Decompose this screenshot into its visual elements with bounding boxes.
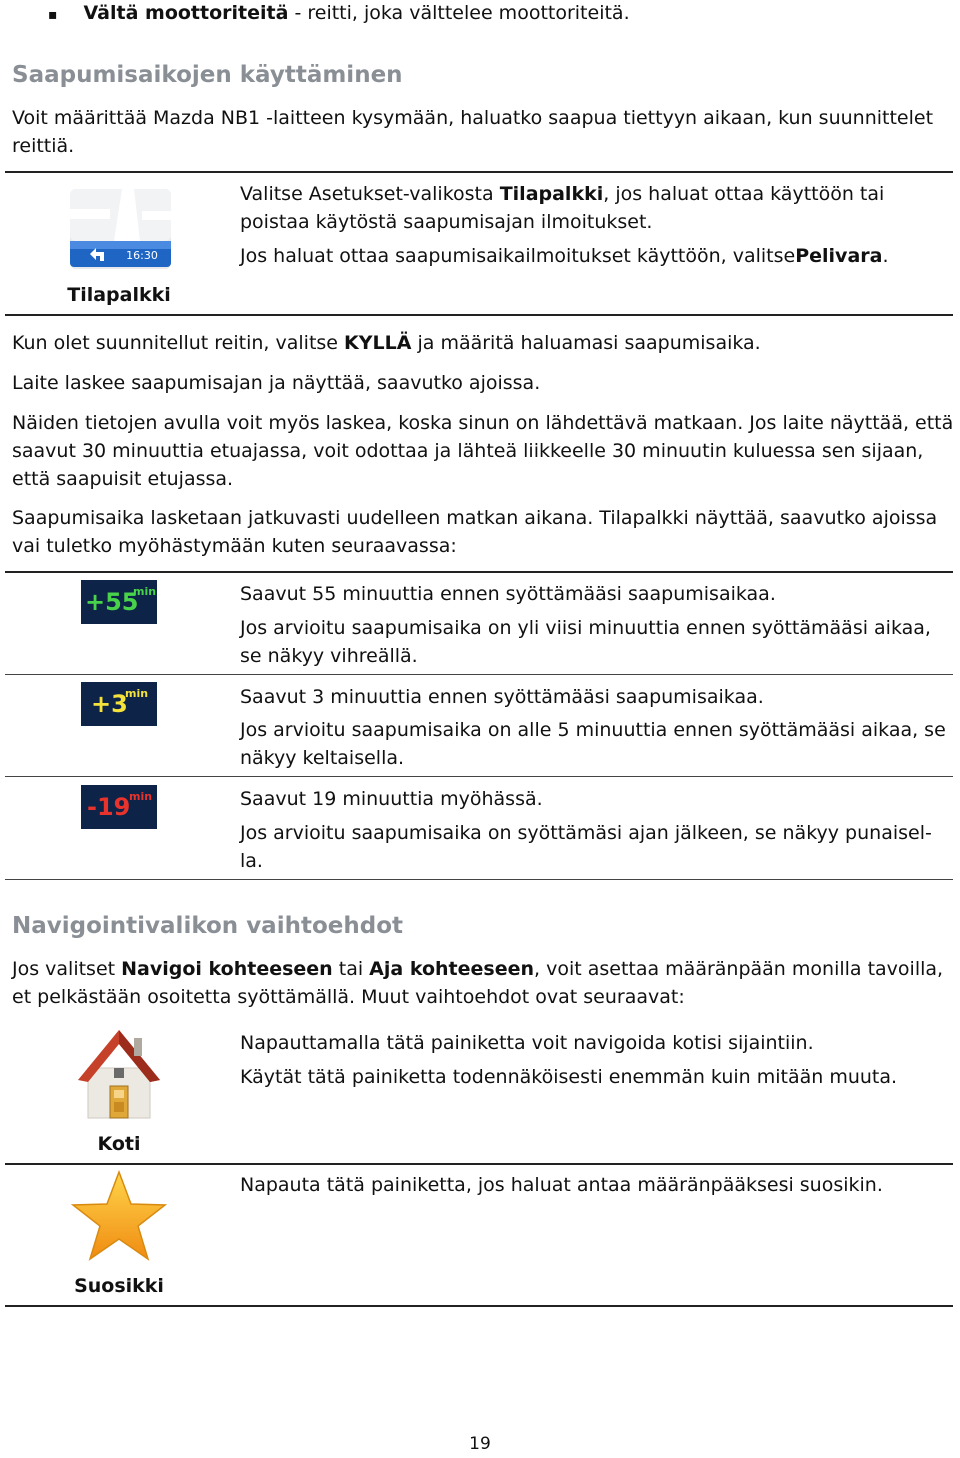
- badge-unit: min: [125, 687, 149, 700]
- row-line-2: Jos arvioitu saapumisaika on yli viisi minuuttia ennen syöttämääsi aikaa, se näkyy vihreällä.: [240, 617, 931, 667]
- badge-value: -19: [87, 793, 131, 821]
- arrival-badge-slightly-early: [81, 682, 157, 726]
- section-heading-navigation-menu: Navigointivalikon vaihtoehdot: [12, 913, 403, 939]
- home-line-2: Käytät tätä painiketta todennäköisesti enemmän kuin mitään muuta.: [240, 1066, 898, 1088]
- row-line-2: Jos arvioitu saapumisaika on alle 5 minuuttia ennen syöttämääsi aikaa, se näkyy keltaisella.: [240, 719, 946, 769]
- para-text: ja määritä haluamasi saapumisaika.: [411, 332, 761, 354]
- section2-intro: [12, 955, 957, 1011]
- home-icon: [76, 1028, 162, 1120]
- divider: [5, 879, 953, 880]
- paragraph-device-calculates: Laite laskee saapumisajan ja näyttää, saavutko ajoissa.: [12, 372, 541, 394]
- badge-unit: min: [129, 790, 153, 803]
- intro-text: , voit asettaa määränpään monilla tavoilla, et pelkästään osoitetta syöttämällä. Muut vaihtoehdot ovat seuraavat:: [12, 958, 944, 1008]
- arrival-badge-late: [81, 785, 157, 829]
- row-line-1: Saavut 3 minuuttia ennen syöttämääsi saapumisaikaa.: [240, 686, 764, 708]
- desc-text: .: [882, 245, 889, 267]
- divider: [5, 1163, 953, 1165]
- bullet-text: - reitti, joka välttelee moottoriteitä.: [288, 2, 630, 24]
- bullet-marker: ▪: [48, 7, 58, 23]
- badge-unit: min: [133, 585, 157, 598]
- para-text: Kun olet suunnitellut reitin, valitse: [12, 332, 345, 354]
- bullet-bold: Vältä moottoriteitä: [83, 2, 289, 24]
- section-heading-arrival-times: Saapumisaikojen käyttäminen: [12, 62, 403, 88]
- desc-text: , jos haluat ottaa käyttöön tai poistaa käytöstä saapumisajan ilmoitukset.: [240, 183, 885, 233]
- icon-caption-favorite: Suosikki: [74, 1275, 164, 1297]
- page-number: 19: [469, 1434, 491, 1454]
- status-bar-desc-2: [240, 242, 952, 270]
- status-bar-time: 16:30: [126, 249, 158, 262]
- paragraph-recalculated: Saapumisaika lasketaan jatkuvasti uudelleen matkan aikana. Tilapalkki näyttää, saavutko ajoissa vai tuletko myöhästymään kuten seuraavassa:: [12, 507, 938, 557]
- intro-text: tai: [332, 958, 370, 980]
- row-line-1: Saavut 19 minuuttia myöhässä.: [240, 788, 543, 810]
- badge-value: +55: [85, 588, 139, 616]
- divider: [5, 171, 953, 173]
- arrival-badge-early: [81, 580, 157, 624]
- status-bar-icon: [70, 189, 171, 269]
- home-line-1: Napauttamalla tätä painiketta voit navigoida kotisi sijaintiin.: [240, 1032, 814, 1054]
- star-icon: [71, 1168, 167, 1264]
- row-line-1: Saavut 55 minuuttia ennen syöttämääsi saapumisaikaa.: [240, 583, 776, 605]
- section1-intro: Voit määrittää Mazda NB1 -laitteen kysymään, haluatko saapua tiettyyn aikaan, kun suunnittelet reittiä.: [12, 107, 934, 157]
- paragraph-plan-route: [12, 329, 957, 357]
- intro-text: Jos valitset: [12, 958, 122, 980]
- divider: [5, 1305, 953, 1307]
- row-line-2: Jos arvioitu saapumisaika on syöttämäsi ajan jälkeen, se näkyy punaisel-la.: [240, 822, 932, 872]
- desc-text: Jos haluat ottaa saapumisaikailmoitukset käyttöön, valitse: [240, 245, 796, 267]
- desc-bold: Tilapalkki: [499, 183, 604, 205]
- desc-bold: Pelivara: [795, 245, 883, 267]
- icon-caption-home: Koti: [97, 1133, 141, 1155]
- para-bold: KYLLÄ: [344, 332, 412, 354]
- divider: [5, 314, 953, 316]
- status-bar-desc-1: [240, 180, 952, 236]
- bullet-item: [48, 0, 948, 29]
- intro-bold: Aja kohteeseen: [369, 958, 534, 980]
- intro-bold: Navigoi kohteeseen: [121, 958, 333, 980]
- icon-caption-status-bar: Tilapalkki: [67, 284, 171, 306]
- badge-value: +3: [91, 690, 128, 718]
- desc-text: Valitse Asetukset-valikosta: [240, 183, 500, 205]
- favorite-line-1: Napauta tätä painiketta, jos haluat antaa määränpääksesi suosikin.: [240, 1174, 883, 1196]
- paragraph-departure: Näiden tietojen avulla voit myös laskea, koska sinun on lähdettävä matkaan. Jos laite näyttää, että saavut 30 minuuttia etuajassa, voit odottaa ja lähteä liikkeelle 30 minuutin kuluessa sen sijaan, että saapuisit etujassa.: [12, 412, 954, 490]
